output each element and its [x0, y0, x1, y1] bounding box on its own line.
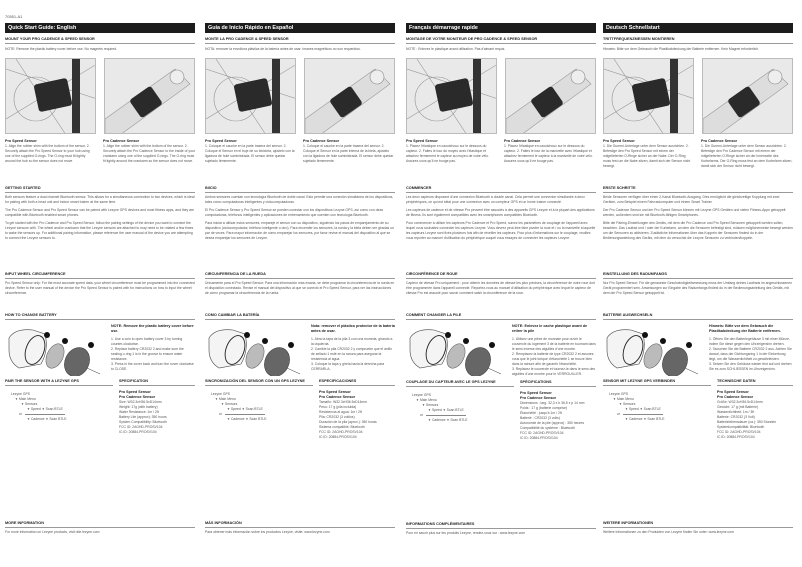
- document-code: 70551-A1: [5, 14, 23, 19]
- battery-step: 2. Tauschen Sie die Batterie CR2032 2 aus. Achten Sie darauf, dass der Dichtungsring 1 in der Einkerbung liegt, um die Wasserdichtheit zu gewährleisten.: [709, 347, 792, 361]
- battery-note: Nota: remover el plástico protector de la batería antes de usar.: [311, 324, 395, 333]
- battery-instructions: [111, 324, 195, 376]
- spec-item: Water Resistance: 1m / 2ft: [119, 410, 159, 414]
- specification-section: [119, 379, 195, 517]
- paragraph: Pour commencer à utiliser les capteurs Pro Cadence et Pro Speed, suivez les paramètres de couplage de l'appareil avec lequel vous souhaitez connecter les capteurs Lezyne. Vous devrez peut-être faire pivoter la roue et / ou la manivelle à laquelle les capteurs Lezyne sont fixés plusieurs fois afin de réveiller les capteurs. Pour plus d'informations sur le couplage, veuillez vous reporter au manuel d'utilisation du périphérique auquel vous essayez de connecter les capteurs Lezyne.: [406, 221, 596, 240]
- spec-item: IC ID: 20884-PROSV104: [319, 435, 357, 439]
- battery-diagram: [5, 324, 105, 376]
- mount-note: NOTE : Enlevez le plastique avant utilisation. Pas d'aimant requis.: [406, 47, 506, 51]
- menu-or: or: [420, 413, 424, 417]
- specification-section: [717, 379, 793, 517]
- spec-item: FCC ID: 2AGHD-PROSV104: [717, 430, 761, 434]
- spec-model: Pro Cadence Sensor: [319, 395, 356, 399]
- getting-started-heading: COMMENCER: [406, 186, 596, 193]
- column-title: Français démarrage rapide: [406, 23, 596, 33]
- spec-item: Batterie : CR2032 (3 volts): [520, 416, 560, 420]
- menu-scan-btle: Scan BTLE: [45, 407, 63, 411]
- specification-heading: TECHNISCHE DATEN: [717, 379, 793, 386]
- column-title: Guía de Inicio Rápido en Español: [205, 23, 395, 33]
- menu-or: or: [19, 412, 23, 416]
- pair-section: [603, 379, 711, 517]
- spec-item: Duración de la pila (aprox.): 350 horas: [319, 420, 377, 424]
- pair-heading: SENSOR MIT LEZYNE GPS VERBINDEN: [603, 379, 711, 386]
- battery-step: 3. Replacez le couvercle et tournez-le dans le sens des aiguilles d'une montre pour le VERROUILLER.: [512, 367, 596, 376]
- wheel-circumference-heading: CIRCONFÉRENCE DE ROUE: [406, 272, 596, 279]
- battery-step: 2. Remplacez la batterie de type CR2032 2 et assurez-vous que le joint torique d'étanchéité 1 se trouve bien dans la rainure afin de garantir l'étanchéité.: [512, 352, 595, 366]
- menu-main: Main Menu: [218, 397, 236, 401]
- mount-note: NOTA: remover la envoltura plástica de la batería antes de usar. Imanes magnéticos no son requeridos.: [205, 47, 361, 51]
- pair-section: [205, 379, 313, 517]
- specification-heading: ESPECIFICACIONES: [319, 379, 395, 386]
- menu-scan-btle: Scan BTLE: [450, 418, 468, 422]
- menu-cadence: Cadence: [230, 417, 245, 421]
- specification-section: [319, 379, 395, 517]
- spec-item: FCC ID: 2AGHD-PROSV104: [119, 425, 163, 429]
- battery-heading: COMO CAMBIAR LA BATERÍA: [205, 313, 395, 320]
- cadence-sensor-photo: [505, 58, 596, 134]
- spec-item: Gewicht: 17 g (mit Batterie): [717, 405, 759, 409]
- mount-note: NOTE: Remove the plastic battery cover before use. No magnets required.: [5, 47, 118, 51]
- mount-heading: MOUNT YOUR PRO CADENCE & SPEED SENSOR: [5, 37, 195, 44]
- battery-diagram: [603, 324, 703, 376]
- spec-item: Batterie: CR2032 (3 Volt): [717, 415, 755, 419]
- wheel-circumference-text: Únicamente para el Pro Speed Sensor: Para una información más exacta, se debe programar la circunferencia de la rueda en el dispositivo conectado. Revise el manual del dispositivo al que se conectó el Pro Speed Sensor, para ver las instrucciones de cómo programar la circunferencia de la rueda.: [205, 281, 395, 295]
- cadence-sensor-steps: 1. Die Gummi-Unterlage unter dem Sensor ausrichten. 2. Befestige den Pro Cadence Sensor mit einem der mitgelieferten O-Ringe sicher an der Innenseite des Kurbelarms. Der O-Ring muss fest an dem Kurbelarm sitzen, damit sich der Sensor nicht bewegt.: [701, 144, 793, 168]
- cadence-sensor-heading: Pro Cadence Sensor: [504, 139, 541, 143]
- cadence-sensor-photo: [702, 58, 793, 134]
- spec-item: IC ID: 20884-PROSV104: [717, 435, 755, 439]
- spec-item: IC ID: 20884-PROSV104: [119, 430, 157, 434]
- cadence-sensor-steps: 1. Align the rubber shim with the bottom of the sensor. 2. Securely attach the Pro Cadence Sensor to the inside of your crankarm using one of the supplied O-rings. The O-ring must fit tightly around the crankarm so the sensor does not move.: [103, 144, 195, 163]
- menu-scan-btle: Scan BTLE: [446, 408, 464, 412]
- paragraph: Der Pro Cadence Sensor und der Pro Speed Sensor können mit Lezyne GPS Geräten und vielen Fitness-Apps gekoppelt werden, außerdem sind sie mit Bluetooth-fähigen Smartphones.: [603, 208, 786, 217]
- spec-item: IC ID: 20884-PROSV104: [520, 436, 558, 440]
- menu-or: or: [219, 412, 223, 416]
- getting-started-heading: ERSTE SCHRITTE: [603, 186, 793, 193]
- spec-item: Weight: 17g (with battery): [119, 405, 158, 409]
- spec-item: Autonomie de la pile (approx) : 350 heures: [520, 421, 585, 425]
- mount-heading: TRITTFREQUENZMESSEN MONTIEREN: [603, 37, 793, 44]
- spec-item: Systemkompatibilität: Bluetooth: [717, 425, 765, 429]
- speed-sensor-photo: [406, 58, 497, 134]
- battery-instructions: [512, 324, 596, 377]
- gps-menu-tree: Lezyne GPS ▼ Main Menu ▼ Sensors ▼ Speed ▼ Scan BTLE or ▼ Cadence ▼ Scan BTLE: [603, 392, 711, 422]
- menu-speed: Speed: [628, 407, 639, 411]
- speed-sensor-steps: 1. Placez l'élastique en caoutchouc sur le dessous du capteur. 2. Faites le tour du moyeu avec l'élastique et attachez fermement le capteur au moyeu de votre vélo. Assurez-vous qu'il ne bouge pas.: [406, 144, 489, 163]
- spec-item: System Compatibility: Bluetooth: [119, 420, 167, 424]
- menu-sensors: Sensors: [425, 403, 439, 407]
- spec-model: Pro Cadence Sensor: [717, 395, 754, 399]
- menu-root: Lezyne GPS: [609, 392, 629, 396]
- pair-heading: COUPLAGE DU CAPTEUR AVEC LE GPS LEZYNE: [406, 380, 514, 387]
- gps-menu-tree: Lezyne GPS ▼ Main Menu ▼ Sensors ▼ Speed ▼ Scan BTLE or ▼ Cadence ▼ Scan BTLE: [205, 392, 313, 422]
- wheel-circumference-text: Nur Pro Speed Sensor: Für die genaueste Geschwindigkeitsmessung muss der Umfang deines Laufrads im angeschlossenen Gerät programmiert sein. Anweisungen zur Eingabe des Radumfangs findest du in der Bedienungsanleitung des Geräts, mit dem der Pro Speed Sensor gekoppelt ist.: [603, 281, 793, 295]
- menu-or: or: [617, 412, 621, 416]
- cadence-sensor-heading: Pro Cadence Sensor: [303, 139, 340, 143]
- menu-root: Lezyne GPS: [211, 392, 231, 396]
- battery-heading: HOW TO CHANGE BATTERY: [5, 313, 195, 320]
- getting-started-heading: INICIO: [205, 186, 395, 193]
- paragraph: El Pro Cadence Sensor y Pro Speed Sensor se pueden conectar con los dispositivos Lezyne GPS, así como con otras computadoras, teléfonos inteligentes y aplicaciones de entrenamiento que cuenten con tecnología Bluetooth.: [205, 208, 384, 217]
- language-column: [5, 0, 195, 535]
- spec-item: Resistencia al agua: 1m / 2ft: [319, 410, 362, 414]
- paragraph: Ambos sensores cuentan con tecnología Bluetooth de doble canal. Esto permite una conexión simultánea de los dispositivos, tales como computadoras inteligentes y ciclocomputadoras.: [205, 195, 394, 204]
- getting-started-text: [5, 195, 195, 270]
- spec-item: Poids : 17 g (batterie comprise): [520, 406, 568, 410]
- paragraph: Beide Sensoren verfügen über einen 2-Kanal Bluetooth-Ausgang. Dies ermöglicht die gleichzeitige Kopplung mit zwei Geräten, zum Beispiel einem Fahrradcomputer und einem Smart Trainer.: [603, 195, 780, 204]
- cadence-sensor-instructions: [701, 139, 793, 184]
- column-title: Deutsch Schnellstart: [603, 23, 793, 33]
- spec-item: Wasserdichtheit: 1m / 3ft: [717, 410, 755, 414]
- more-info-heading: MORE INFORMATION: [5, 521, 195, 528]
- more-info-heading: MÁS INFORMACIÓN: [205, 521, 395, 528]
- spec-item: Étanchéité : jusqu'à 1m / 2ft: [520, 411, 562, 415]
- battery-step: 2. Cambie la pila CR2032 2 y compruebe que el anillo de sellado 1 esté en la ranura para asegurar la resistencia al agua.: [311, 347, 393, 361]
- battery-heading: COMMENT CHANGER LA PILE: [406, 313, 596, 320]
- battery-note: NOTE: Remove the plastic battery cover before use.: [111, 324, 194, 333]
- menu-cadence: Cadence: [431, 418, 446, 422]
- mount-heading: MONTE LA PRO CADENCE & SPEED SENSOR: [205, 37, 395, 44]
- paragraph: Les capteurs de cadence et de vitesse Pro peuvent être associés à des appareils GPS Lezyne et à la plupart des applications de fitness. Ils sont également compatibles avec les smartphones compatibles Bluetooth.: [406, 208, 595, 217]
- gps-menu-tree: Lezyne GPS ▼ Main Menu ▼ Sensors ▼ Speed ▼ Scan BTLE or ▼ Cadence ▼ Scan BTLE: [406, 393, 514, 423]
- specification-heading: SPECIFICATION: [119, 379, 195, 386]
- wheel-circumference-heading: CIRCUNFERENCIA DE LA RUEDA: [205, 272, 395, 279]
- pair-heading: PAIR THE SENSOR WITH A LEZYNE GPS: [5, 379, 113, 386]
- speed-sensor-steps: 1. Die Gummi-Unterlage unter dem Sensor ausrichten. 2. Befestige den Pro Speed Sensor mit einem der mitgelieferten O-Ringe sicher an der Nabe. Der O-Ring muss fest um die Nabe sitzen, damit sich der Sensor nicht bewegt.: [603, 144, 691, 168]
- wheel-circumference-text: Capteur de vitesse Pro uniquement : pour obtenir les données de vitesse les plus précises, la circonférence de votre roue doit être programmée dans l'appareil connecté. Reportez-vous au manuel d'utilisation du périphérique avec lequel le capteur de vitesse Pro est associé pour savoir comment saisir la circonférence de la roue.: [406, 281, 595, 295]
- menu-sensors: Sensors: [24, 402, 38, 406]
- pair-section: [406, 380, 514, 518]
- cadence-sensor-steps: 1. Coloque el cauche en la parte trasera del sensor. 2. Coloque el Sensor en la parte interna de la biela, ajústelo con la ligadura de hule suministrada. El sensor debe quedar sujetado firmemente.: [303, 144, 394, 163]
- menu-scan-btle: Scan BTLE: [249, 417, 267, 421]
- paragraph: Both sensors feature a dual channel Bluetooth sensor. This allows for a simultaneous connection to two devices, which is ideal for pairing with both a head unit and indoor smart trainer at the same time.: [5, 195, 195, 204]
- speed-sensor-steps: 1. Align the rubber shim with the bottom of the sensor. 2. Securely attach the Pro Speed Sensor to your hub using one of the supplied O-rings. The O-ring must fit tightly around the hub so the sensor does not move.: [5, 144, 90, 163]
- battery-step: 3. Press in the cover back and turn the cover clockwise to CLOSE.: [111, 362, 194, 371]
- menu-root: Lezyne GPS: [11, 392, 31, 396]
- speed-sensor-photo: [205, 58, 296, 134]
- mount-heading: MONTAGE DE VOTRE MONITEUR DE PRO CADENCE & SPEED SENSOR: [406, 37, 596, 44]
- getting-started-text: [205, 195, 395, 270]
- speed-sensor-photo: [5, 58, 96, 134]
- spec-item: Peso: 17 g (pila incluida): [319, 405, 357, 409]
- battery-heading: BATTERIE AUSWECHSELN: [603, 313, 793, 320]
- speed-sensor-instructions: [5, 139, 95, 184]
- getting-started-text: [603, 195, 793, 270]
- spec-item: Dimensions : larg. 32,3 x h 36,5 x p 14 mm: [520, 401, 585, 405]
- spec-item: FCC ID: 2AGHD-PROSV104: [520, 431, 564, 435]
- spec-item: Compatibilité du système : Bluetooth: [520, 426, 576, 430]
- spec-item: Batterielebensdauer (ca.): 350 Stunden: [717, 420, 777, 424]
- spec-model: Pro Speed Sensor: [319, 390, 351, 394]
- mount-note: Hinweis: Bitte vor dem Gebrauch die Plastikabdeckung der Batterie entfernen. Kein Magnet erforderlich.: [603, 47, 760, 51]
- menu-cadence: Cadence: [628, 417, 643, 421]
- specification-section: [520, 380, 596, 518]
- battery-step: 1. Utilisez une pièce de monnaie pour ouvrir le couvercle du logement 3 de la batterie en tournant dans le sens inverse des aiguilles d'une montre.: [512, 337, 596, 351]
- gps-menu-tree: Lezyne GPS ▼ Main Menu ▼ Sensors ▼ Speed ▼ Scan BTLE or ▼ Cadence ▼ Scan BTLE: [5, 392, 113, 422]
- pair-heading: SINCRONIZACIÓN DEL SENSOR CON UN GPS LEZYNE: [205, 379, 313, 386]
- speed-sensor-steps: 1. Coloque el cauche en la parte trasera del sensor. 2. Coloque el Sensor en el buje de su bicicleta, ajústelo con la ligadura de hule suministrada. El sensor debe quedar sujetado firmemente.: [205, 144, 295, 163]
- menu-speed: Speed: [30, 407, 41, 411]
- menu-scan-btle: Scan BTLE: [49, 417, 67, 421]
- spec-item: FCC ID: 2AGHD-PROSV104: [319, 430, 363, 434]
- cadence-sensor-heading: Pro Cadence Sensor: [701, 139, 738, 143]
- battery-diagram: [406, 324, 506, 376]
- spec-model: Pro Speed Sensor: [717, 390, 749, 394]
- menu-sensors: Sensors: [622, 402, 636, 406]
- spec-model: Pro Cadence Sensor: [520, 396, 557, 400]
- cadence-sensor-steps: 1. Placez l'élastique en caoutchouc sur le dessous du capteur. 2. Faites le tour de la manivelle avec l'élastique et attachez fermement le capteur à la manivelle de votre vélo. Assurez-vous qu'il ne bouge pas.: [504, 144, 593, 163]
- cadence-sensor-photo: [104, 58, 195, 134]
- battery-step: 1. Öffnen Sie den Batteriegehäuse 3 mit einer Münze, indem Sie diese gegen den Uhrzeigersinn drehen.: [709, 337, 790, 346]
- battery-step: 1. Abra la tapa de la pila 3 con una moneda, girando a la izquierda.: [311, 337, 393, 346]
- menu-scan-btle: Scan BTLE: [643, 407, 661, 411]
- getting-started-heading: GETTING STARTED: [5, 186, 195, 193]
- more-info-text: Weitere Informationen zu den Produkten von Lezyne finden Sie unter: www.lezyne.com: [603, 530, 734, 534]
- column-title: Quick Start Guide: English: [5, 23, 195, 33]
- speed-sensor-heading: Pro Speed Sensor: [406, 139, 438, 143]
- battery-note: NOTE: Enlevez le cache plastique avant de retirer la pile: [512, 324, 588, 333]
- cadence-sensor-photo: [304, 58, 395, 134]
- battery-diagram: [205, 324, 305, 376]
- menu-main: Main Menu: [18, 397, 36, 401]
- cadence-sensor-instructions: [103, 139, 195, 184]
- battery-instructions: [311, 324, 395, 376]
- language-column: [406, 0, 596, 536]
- battery-note: Hinweis: Bitte vor dem Gebrauch die Plastikabdeckung der Batterie entfernen.: [709, 324, 781, 333]
- speed-sensor-heading: Pro Speed Sensor: [5, 139, 37, 143]
- more-info-text: Para obtener más información sobre los productos Lezyne, visite: www.lezyne.com: [205, 530, 330, 534]
- menu-scan-btle: Scan BTLE: [245, 407, 263, 411]
- speed-sensor-heading: Pro Speed Sensor: [603, 139, 635, 143]
- menu-speed: Speed: [230, 407, 241, 411]
- spec-model: Pro Speed Sensor: [520, 391, 552, 395]
- cadence-sensor-heading: Pro Cadence Sensor: [103, 139, 140, 143]
- spec-model: Pro Speed Sensor: [119, 390, 151, 394]
- more-info-text: Pour en savoir plus sur les produits Lezyne, rendez-vous sur : www.lezyne.com: [406, 531, 526, 535]
- speed-sensor-instructions: [205, 139, 295, 184]
- more-info-text: For more information on Lezyne products, visit ride.lezyne.com: [5, 530, 100, 534]
- paragraph: The Pro Cadence Sensor and Pro Speed Sensor can be paired with Lezyne GPS devices and most fitness apps, and they are compatible with Bluetooth enabled smart phones.: [5, 208, 195, 217]
- wheel-circumference-heading: INPUT WHEEL CIRCUMFERENCE: [5, 272, 195, 279]
- speed-sensor-photo: [603, 58, 694, 134]
- spec-item: Tamaño: W32.3xH36.5xD14mm: [319, 400, 368, 404]
- spec-item: Battery Life (approx): 350 hours: [119, 415, 167, 419]
- more-info-heading: INFORMATIONS COMPLÉMENTAIRES: [406, 522, 596, 529]
- language-column: [603, 0, 793, 535]
- spec-item: Pila: CR2032 (3 voltios): [319, 415, 355, 419]
- specification-list: [520, 391, 596, 441]
- menu-main: Main Menu: [419, 398, 437, 402]
- language-column: [205, 0, 395, 535]
- specification-list: [119, 390, 195, 435]
- battery-step: 3. Setzen Sie den Gehäuse wieder fest auf und drehen Sie es zum SCHLIESSEN im Uhrzeigersinn.: [709, 362, 792, 371]
- speed-sensor-instructions: [603, 139, 693, 184]
- paragraph: Les deux capteurs disposent d'une connexion Bluetooth à double canal. Cela permet une connexion simultanée à deux périphériques, ce qui est idéal pour une connexion avec un compteur GPS et un home trainer connecté.: [406, 195, 585, 204]
- menu-root: Lezyne GPS: [412, 393, 432, 397]
- specification-heading: SPÉCIFICATIONS: [520, 380, 596, 387]
- menu-cadence: Cadence: [30, 417, 45, 421]
- specification-list: [717, 390, 793, 440]
- battery-step: 3. Coloque la tapa y gírela hacia la derecha para CERRARLA.: [311, 362, 385, 371]
- spec-item: Size: W32.3xH36.5xD14mm: [119, 400, 162, 404]
- paragraph: Bitte die Pairing-Einstellungen des Geräts, mit dem die Pro Cadence und Pro Speed Sensoren gekoppelt werden sollen, beachten. Das Laufrad und / oder der Kurbelarm, an dem die Sensoren befestigt sind, müssen möglicherweise bewegt werden um die Sensoren zu aktivieren. Zusätzliche Informationen über das Koppeln der Sensoren findest du in der Bedienungsanleitung des Geräts, mit dem du versuchst die Lezyne Sensoren zu verbinden/koppeln.: [603, 221, 793, 240]
- getting-started-text: [406, 195, 596, 270]
- paragraph: To get started with the Pro Cadence and Pro Speed Sensor, follow the pairing settings of the device you want to connect the Lezyne sensors with. The wheel and/or crankarm that the Lezyne sensors are attached to may need to be rotated a few times to wake the sensors up. For additional pairing information, please reference the user manual of the device you are attempting to connect the Lezyne sensors to.: [5, 221, 194, 240]
- speed-sensor-instructions: [406, 139, 496, 184]
- battery-step: 2. Replace battery CR2032 2 and make sure the sealing o-ring 1 is in the groove to ensure water resistance.: [111, 347, 184, 361]
- wheel-circumference-text: Pro Speed Sensor only: For the most accurate speed data, your wheel circumference must be programmed into the connected device. Refer to the user manual of the device the Pro Speed Sensor is paired with for instructions on how to input the wheel circumference.: [5, 281, 195, 295]
- cadence-sensor-instructions: [303, 139, 395, 184]
- paragraph: Para iniciar a utilizar estos sensores, empareje el sensor con su dispositivo, siguiendo los pasos de emparejamiento de su dispositivo (ciclocomputador, teléfono inteligente o otro). Para encender los sensores, la rueda y la biela deben ser giradas un par de veces. Para mayor información de cómo emparejar los sensores, por favor revise el manual del dispositivo al que se desea emparejar los sensores de Lezyne.: [205, 221, 394, 240]
- speed-sensor-heading: Pro Speed Sensor: [205, 139, 237, 143]
- menu-speed: Speed: [431, 408, 442, 412]
- menu-main: Main Menu: [616, 397, 634, 401]
- battery-instructions: [709, 324, 793, 376]
- menu-scan-btle: Scan BTLE: [647, 417, 665, 421]
- spec-model: Pro Cadence Sensor: [119, 395, 156, 399]
- more-info-heading: WEITERE INFORMATIONEN: [603, 521, 793, 528]
- spec-item: Größe: W32.3xH36.5xD14mm: [717, 400, 763, 404]
- spec-item: Sistema compatible: Bluetooth: [319, 425, 365, 429]
- cadence-sensor-instructions: [504, 139, 596, 184]
- wheel-circumference-heading: EINSTELLUNG DES RADUMFANGS: [603, 272, 793, 279]
- menu-sensors: Sensors: [224, 402, 238, 406]
- battery-step: 1. Use a coin to open battery cover 3 by turning counter-clockwise.: [111, 337, 183, 346]
- pair-section: [5, 379, 113, 517]
- specification-list: [319, 390, 395, 440]
